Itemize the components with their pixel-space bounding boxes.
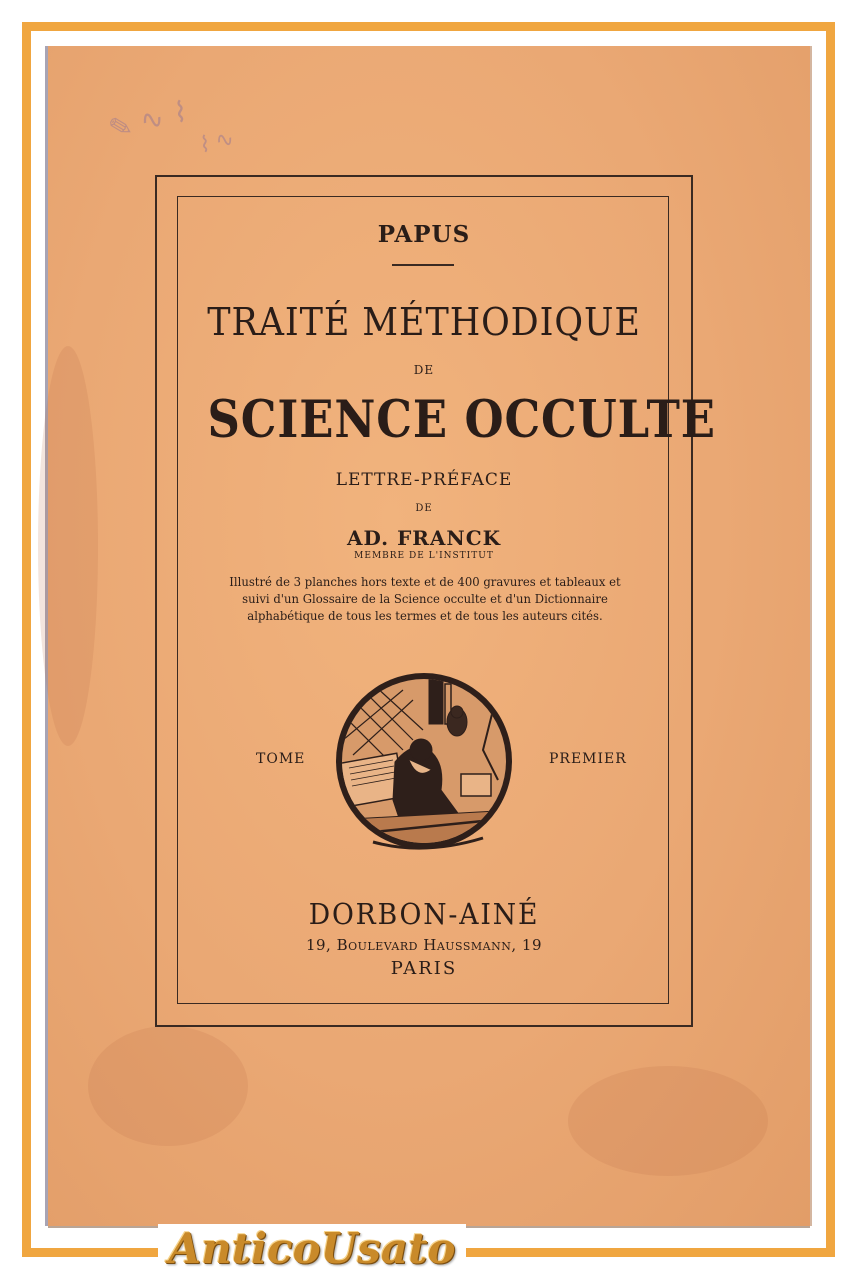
pencil-marks: ✎ ∿ ⌇	[105, 95, 190, 146]
publisher-name: DORBON-AINÉ	[308, 897, 540, 931]
paper-stain	[38, 346, 98, 746]
publisher-city: PARIS	[390, 958, 458, 979]
title-connector: DE	[413, 363, 435, 377]
preface-author-role: MEMBRE DE L'INSTITUT	[354, 551, 494, 561]
preface-author: AD. FRANCK	[347, 526, 501, 550]
paper-stain	[88, 1026, 248, 1146]
book-description: Illustré de 3 planches hors texte et de 400 gravures et tableaux et suivi d'un Glossaire de la Science occulte et d'un Dictionnaire alphabétique de tous les termes et de tous les auteurs cités.	[229, 575, 621, 623]
title-line-1: TRAITÉ MÉTHODIQUE	[207, 300, 641, 344]
publisher-address: 19, Boulevard Haussmann, 19	[305, 936, 543, 954]
pencil-marks: ⌇ ∿	[195, 125, 237, 160]
paper-stain	[568, 1066, 768, 1176]
author-name: PAPUS	[377, 221, 471, 248]
volume-label-right: PREMIER	[549, 751, 627, 767]
preface-label: LETTRE-PRÉFACE	[335, 470, 513, 490]
anticousato-logo: AnticoUsato	[168, 1224, 456, 1273]
title-line-2: SCIENCE OCCULTE	[207, 390, 716, 450]
preface-connector: DE	[415, 503, 433, 514]
volume-label-left: TOME	[256, 751, 306, 767]
divider	[392, 264, 454, 266]
engraving-vignette-icon	[333, 670, 515, 852]
